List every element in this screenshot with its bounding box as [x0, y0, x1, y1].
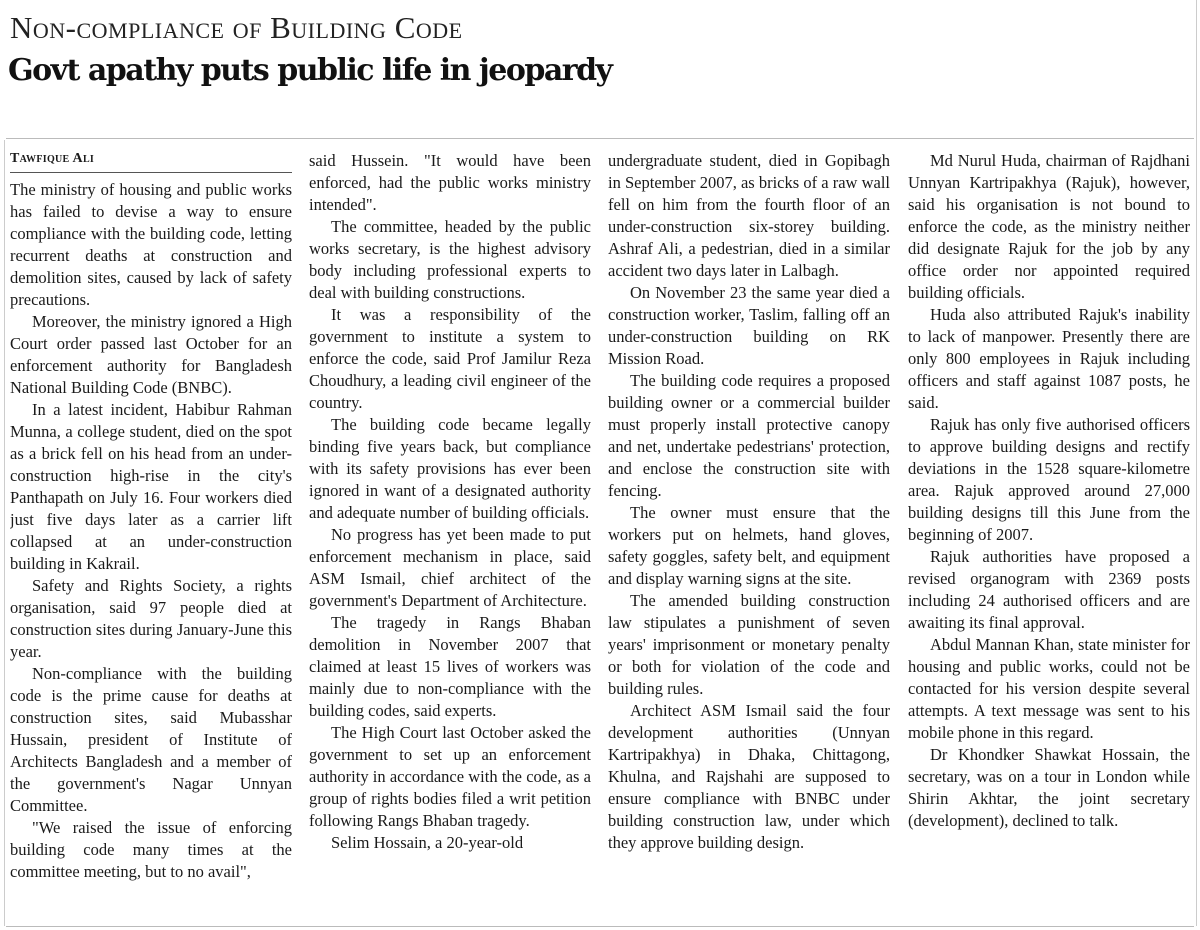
paragraph: The High Court last October asked the government to set up an enforcement authority in accordance with the code, as a group of rights bodies filed a writ petition following Rangs Bhaban tragedy.	[309, 723, 591, 830]
paragraph: undergraduate student, died in Gopibagh in September 2007, as bricks of a raw wall fell on him from the fourth floor of an under-construction six-storey building. Ashraf Ali, a pedestrian, died in a similar accident two days later in Lalbagh.	[608, 151, 890, 280]
paragraph: Dr Khondker Shawkat Hossain, the secretary, was on a tour in London while Shirin Akhtar, the joint secretary (development), declined to talk.	[908, 745, 1190, 830]
byline: Tawfique Ali	[10, 150, 292, 173]
paragraph: "We raised the issue of enforcing building code many times at the committee meeting, but to no avail",	[10, 818, 292, 881]
top-rule	[6, 138, 1194, 139]
headline: Govt apathy puts public life in jeopardy	[8, 53, 612, 88]
paragraph: Md Nurul Huda, chairman of Rajdhani Unnyan Kartripakhya (Rajuk), however, said his organisation is not bound to enforce the code, as the ministry neither did designate Rajuk for the job by any office order nor appointed required building officials.	[908, 151, 1190, 302]
paragraph: Moreover, the ministry ignored a High Court order passed last October for an enforcement authority for Bangladesh National Building Code (BNBC).	[10, 312, 292, 397]
left-rule	[4, 140, 5, 926]
paragraph: In a latest incident, Habibur Rahman Munna, a college student, died on the spot as a brick fell on his head from an under-construction high-rise in the city's Panthapath on July 16. Four workers died just five days later as a carrier lift collapsed at an under-construction building in Kakrail.	[10, 400, 292, 573]
paragraph: Safety and Rights Society, a rights organisation, said 97 people died at construction sites during January-June this year.	[10, 576, 292, 661]
article-column-1	[10, 150, 292, 922]
kicker: Non-compliance of Building Code	[10, 10, 463, 45]
paragraph: Rajuk has only five authorised officers to approve building designs and rectify deviations in the 1528 square-kilometre area. Rajuk approved around 27,000 building designs till this June from the beginning of 2007.	[908, 415, 1190, 544]
article-column-2	[309, 150, 591, 922]
paragraph: Non-compliance with the building code is the prime cause for deaths at construction sites, said Mubasshar Hussain, president of Institute of Architects Bangladesh and a member of the government's Nagar Unnyan Committee.	[10, 664, 292, 815]
article-column-4	[908, 150, 1190, 922]
paragraph: The building code requires a proposed building owner or a commercial builder must properly install protective canopy and net, undertake pedestrians' protection, and enclose the construction site with fencing.	[608, 371, 890, 500]
paragraph: The tragedy in Rangs Bhaban demolition in November 2007 that claimed at least 15 lives of workers was mainly due to non-compliance with the building codes, said experts.	[309, 613, 591, 720]
paragraph: Selim Hossain, a 20-year-old	[331, 833, 524, 852]
paragraph: Huda also attributed Rajuk's inability to lack of manpower. Presently there are only 800 employees in Rajuk including officers and staff against 1087 posts, he said.	[908, 305, 1190, 412]
right-rule	[1196, 0, 1197, 926]
paragraph: The committee, headed by the public works secretary, is the highest advisory body including professional experts to deal with building constructions.	[309, 217, 591, 302]
paragraph: The ministry of housing and public works has failed to devise a way to ensure compliance with the building code, letting recurrent deaths at construction and demolition sites, caused by lack of safety precautions.	[10, 180, 292, 309]
article-column-3	[608, 150, 890, 922]
paragraph: The amended building construction law stipulates a punishment of seven years' imprisonment or monetary penalty or both for violation of the code and building rules.	[608, 591, 890, 698]
paragraph: Abdul Mannan Khan, state minister for housing and public works, could not be contacted for his version despite several attempts. A text message was sent to his mobile phone in this regard.	[908, 635, 1190, 742]
paragraph: Architect ASM Ismail said the four development authorities (Unnyan Kartripakhya) in Dhaka, Chittagong, Khulna, and Rajshahi are supposed to ensure compliance with BNBC under building construction law, under which they approve building design.	[608, 701, 890, 852]
paragraph: The building code became legally binding five years back, but compliance with its safety provisions has ever been ignored in want of a designated authority and adequate number of building officials.	[309, 415, 591, 522]
paragraph: The owner must ensure that the workers put on helmets, hand gloves, safety goggles, safety belt, and equipment and display warning signs at the site.	[608, 503, 890, 588]
paragraph: No progress has yet been made to put enforcement mechanism in place, said ASM Ismail, chief architect of the government's Department of Architecture.	[309, 525, 591, 610]
paragraph: said Hussein. "It would have been enforced, had the public works ministry intended".	[309, 151, 591, 214]
paragraph: On November 23 the same year died a construction worker, Taslim, falling off an under-construction building on RK Mission Road.	[608, 283, 890, 368]
bottom-rule	[6, 926, 1194, 927]
paragraph: Rajuk authorities have proposed a revised organogram with 2369 posts including 24 authorised officers and are awaiting its final approval.	[908, 547, 1190, 632]
paragraph: It was a responsibility of the government to institute a system to enforce the code, said Prof Jamilur Reza Choudhury, a leading civil engineer of the country.	[309, 305, 591, 412]
